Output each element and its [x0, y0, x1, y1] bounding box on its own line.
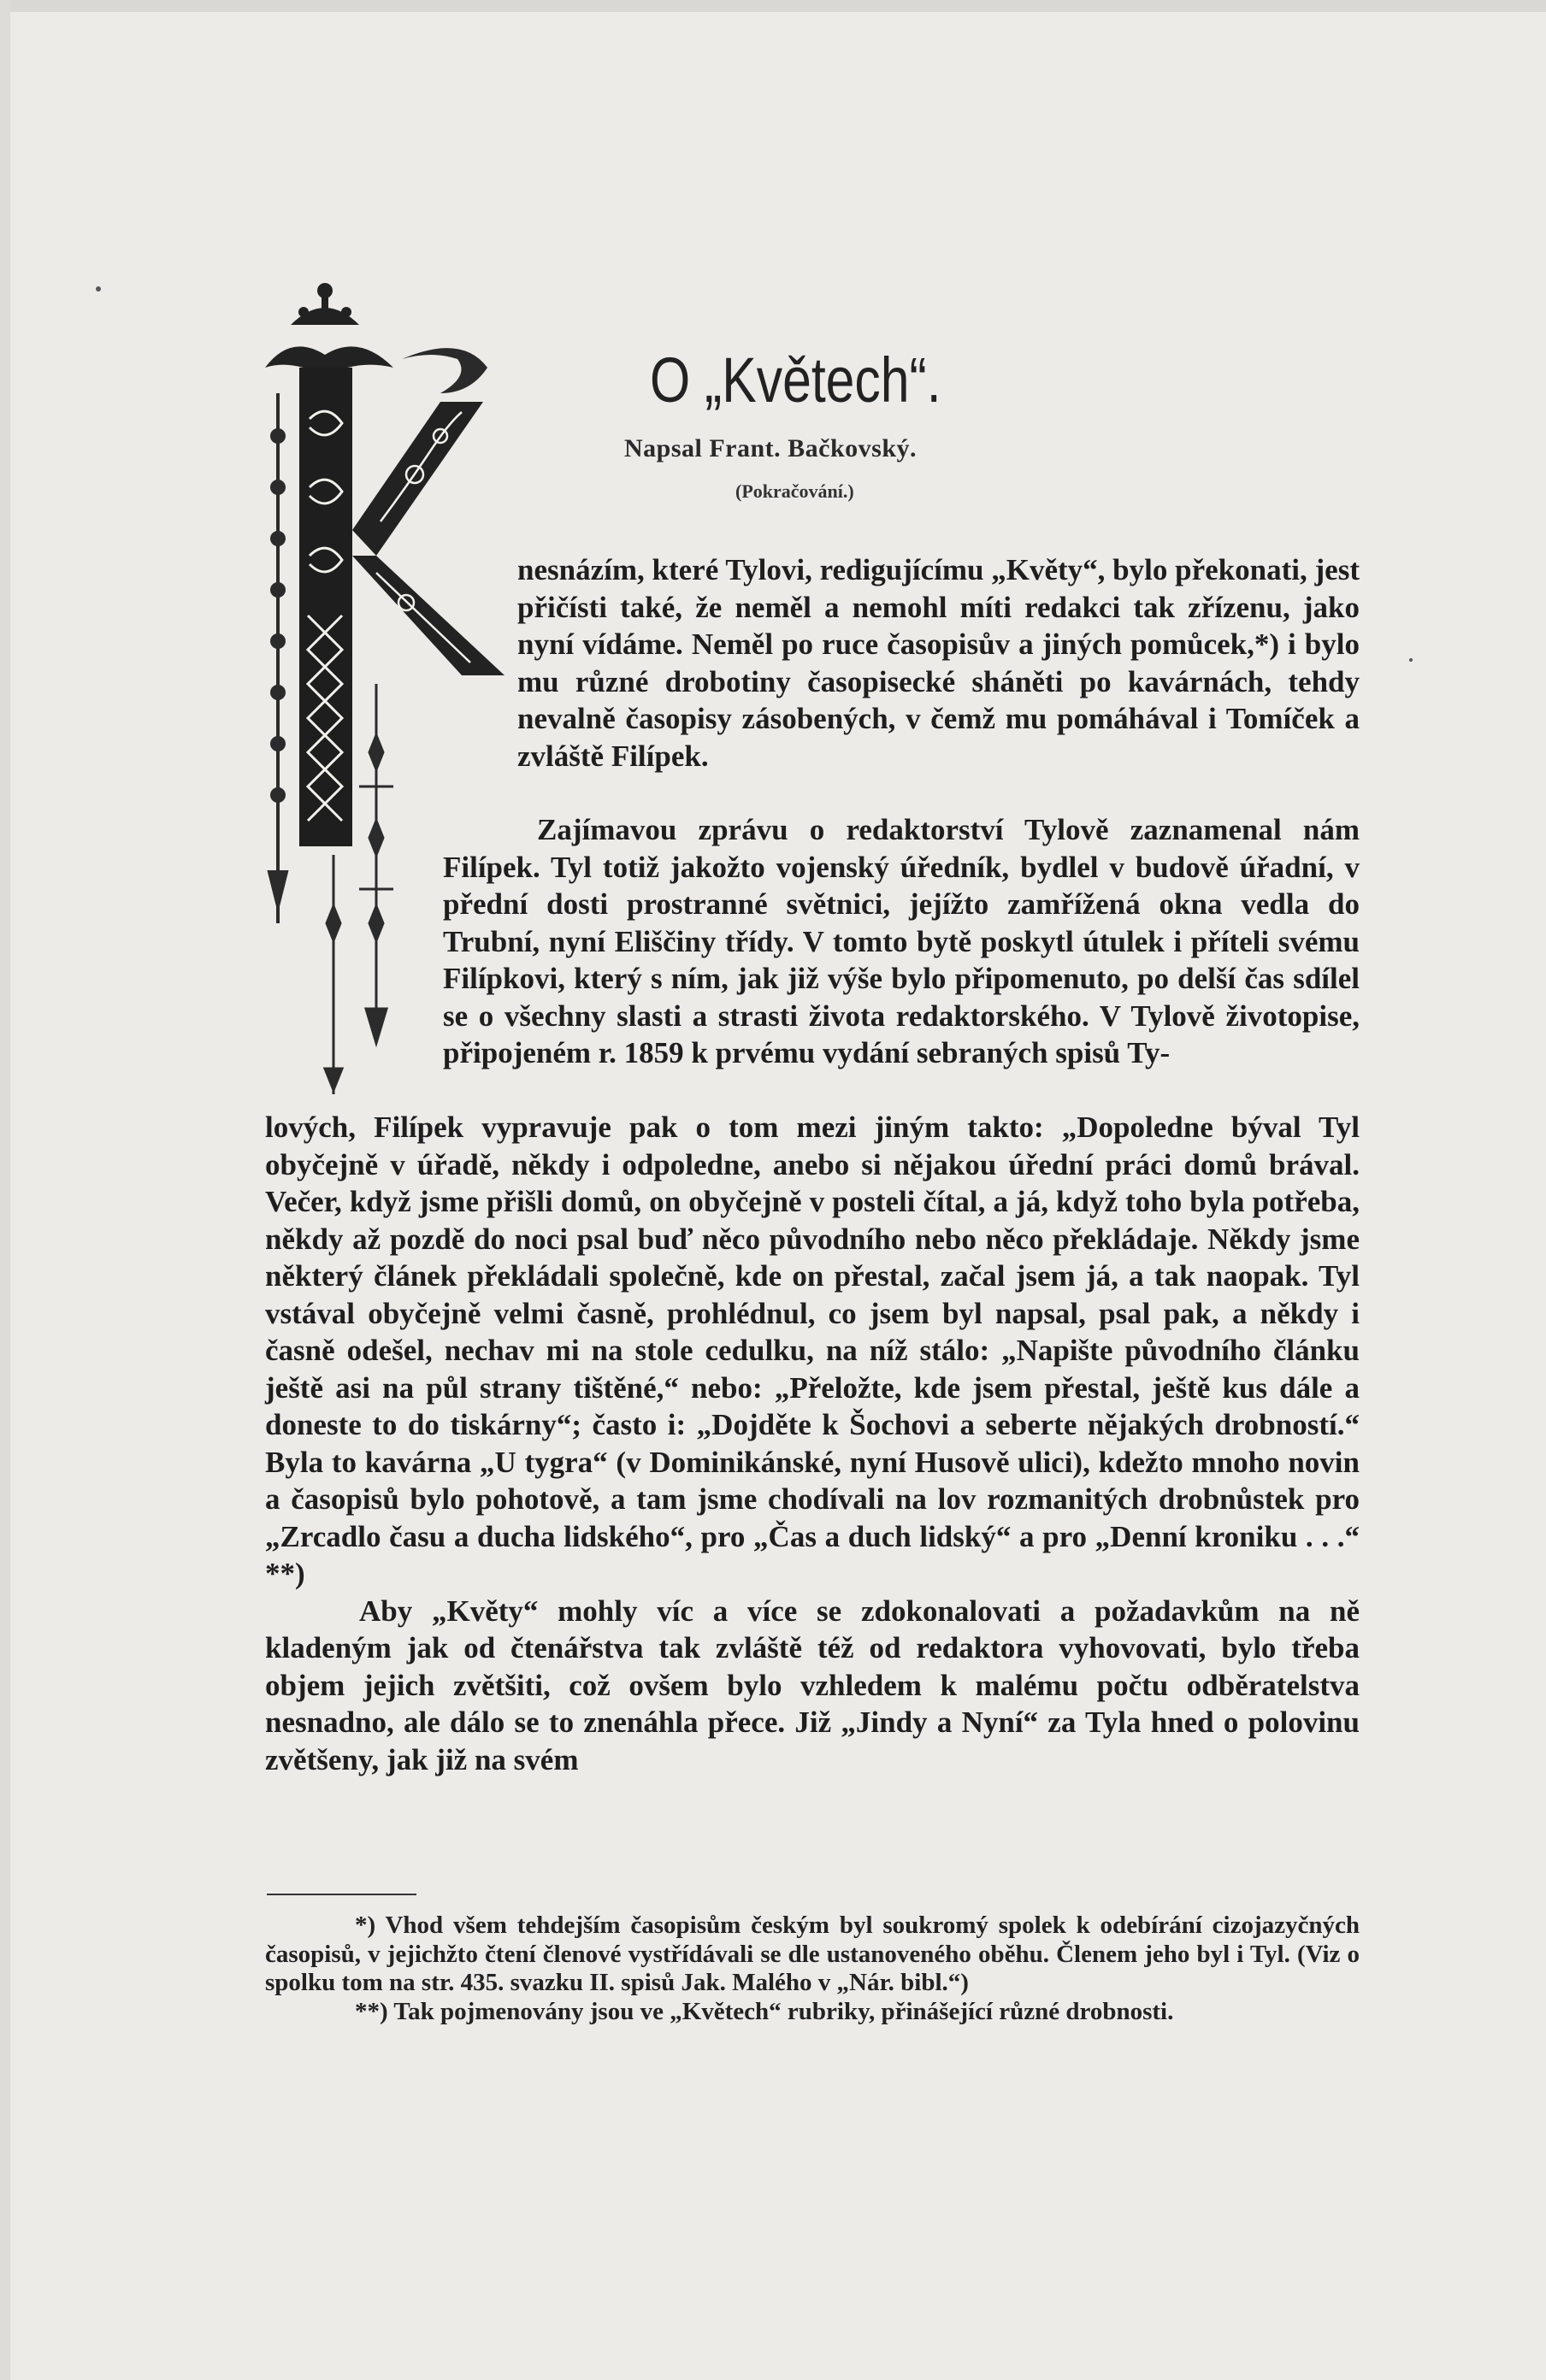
footnote-1: *) Vhod všem tehdejším časopisům českým byl soukromý spolek k odebírání cizojazyčných časopisů, v jejichžto čtení členové vystřídávali se dle ustanoveného oběhu. Členem jeho byl i Tyl. (Viz o spolku tom na str. 435. svazku II. spisů Jak. Malého v „Nár. bibl.“) — [265, 1912, 1360, 1996]
body-text-block-1 — [517, 551, 1360, 775]
scan-speck — [96, 286, 101, 292]
body-text-block-3 — [265, 1109, 1360, 1778]
continuation-note: (Pokračování.) — [735, 480, 854, 502]
body-text-block-2 — [443, 811, 1360, 1072]
paragraph-3: Aby „Květy“ mohly víc a více se zdokonalovati a požadavkům na ně kladeným jak od čtenářstva tak zvláště též od redaktora vyhovovati, bylo třeba objem jejich zvětšiti, což ovšem bylo vzhledem k malému počtu odběratelstva nesnadno, ale dálo se to znenáhla přece. Již „Jindy a Nyní“ za Tyla hned o polovinu zvětšeny, jak již na svém — [265, 1594, 1360, 1776]
footnote-separator — [267, 1894, 416, 1895]
footnote-2: **) Tak pojmenovány jsou ve „Květech“ rubriky, přinášející různé drobnosti. — [355, 1997, 1174, 2025]
paragraph-1: nesnázím, které Tylovi, redigujícímu „Květy“, bylo překonati, jest přičísti také, že neměl a nemohl míti redakci tak zřízenu, jako nyní vídáme. Neměl po ruce časopisův a jiných pomůcek,*) i bylo mu různé drobotiny časopisecké sháněti po kavárnách, tehdy nevalně časopisy zásobených, v čemž mu pomáhával i Tomíček a zvláště Filípek. — [517, 553, 1360, 773]
scan-edge-top — [0, 0, 1546, 12]
paragraph-2-end: lových, Filípek vypravuje pak o tom mezi jiným takto: „Dopoledne býval Tyl obyčejně v úřadě, někdy i odpoledne, anebo si nějakou úřední práci domů brával. Večer, když jsme přišli domů, on obyčejně v posteli čítal, a já, když toho byla potřeba, někdy až pozdě do noci psal buď něco původního nebo něco překládaje. Někdy jsme některý článek překládali společně, kde on přestal, začal jsem já, a tak naopak. Tyl vstával obyčejně velmi časně, prohlédnul, co jsem byl napsal, psal pak, a někdy i časně odešel, nechav mi na stole cedulku, na níž stálo: „Napište původního článku ještě asi na půl strany tištěné,“ nebo: „Přeložte, kde jsem přestal, ještě kus dále a doneste to do tiskárny“; často i: „Dojděte k Šochovi a seberte nějakých drobností.“ Byla to kavárna „U tygra“ (v Dominikánské, nyní Husově ulici), kdežto mnoho novin a časopisů bylo pohotově, a tam jsme chodívali na lov rozmanitých drobnůstek pro „Zrcadlo času a ducha lidského“, pro „Čas a duch lidský“ a pro „Denní kroniku . . .“ **) — [265, 1110, 1360, 1590]
article-title: O „Květech“. — [650, 345, 941, 415]
footnotes — [265, 1912, 1360, 2026]
author-byline: Napsal Frant. Bačkovský. — [624, 434, 918, 462]
scan-edge-left — [0, 0, 10, 2380]
scan-speck — [1409, 658, 1413, 662]
paragraph-2-start: Zajímavou zprávu o redaktorství Tylově zaznamenal nám Filípek. Tyl totiž jakožto vojenský úředník, bydlel v budově úřadní, v přední dosti prostranné světnici, jejížto zamřížená okna vedla do Trubní, nyní Eliščiny třídy. V tomto bytě poskytl útulek i příteli svému Filípkovi, který s ním, jak již výše bylo připomenuto, po delší čas sdílel se o všechny slasti a strasti života redaktorského. V Tylově životopise, připojeném r. 1859 k prvému vydání sebraných spisů Ty- — [443, 813, 1360, 1069]
